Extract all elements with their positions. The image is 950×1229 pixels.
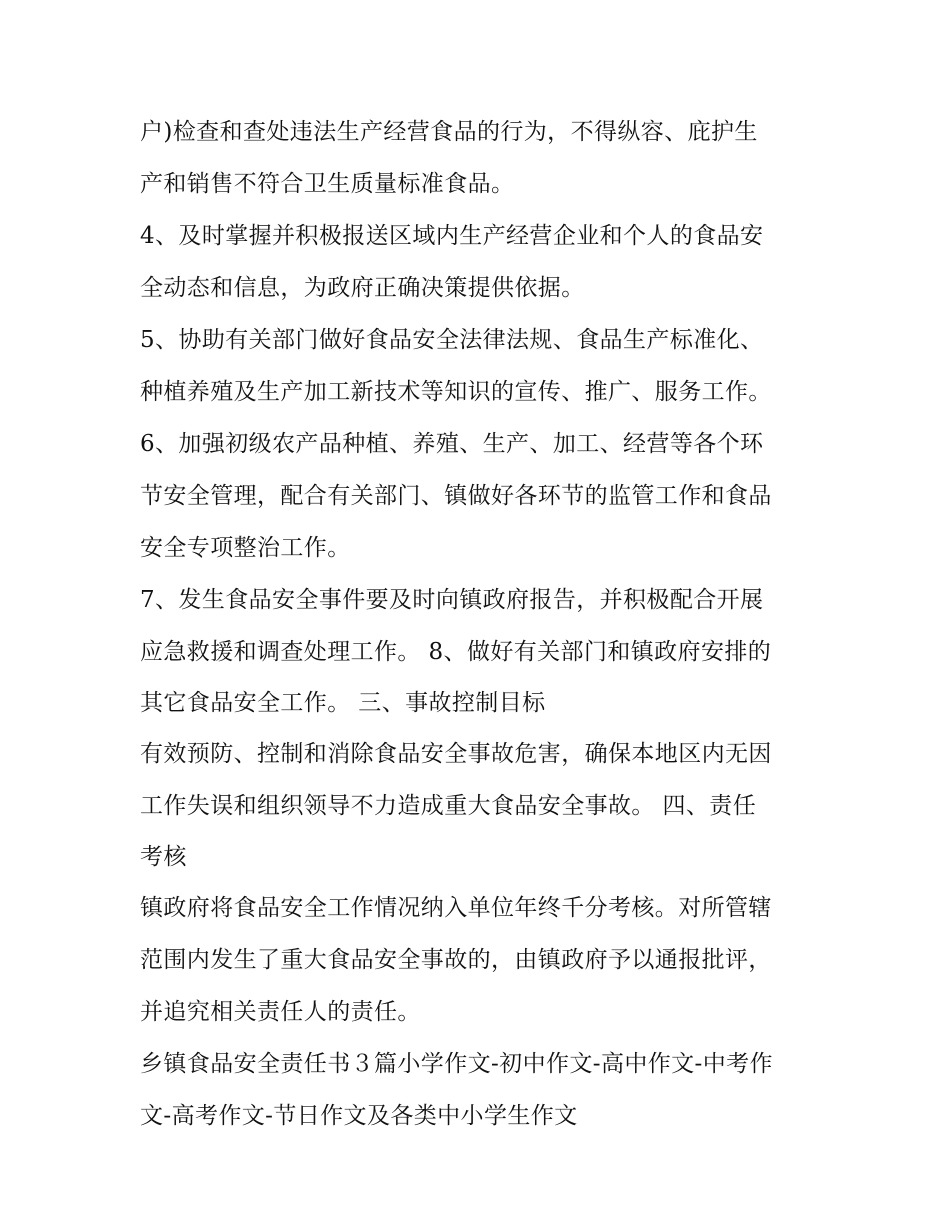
document-body bbox=[140, 106, 820, 1142]
text-line: 4、及时掌握并积极报送区域内生产经营企业和个人的食品安 bbox=[140, 223, 764, 249]
text-line: 应急救援和调查处理工作。 8、做好有关部门和镇政府安排的 bbox=[140, 639, 772, 665]
text-line: 6、加强初级农产品种植、养殖、生产、加工、经营等各个环 bbox=[140, 431, 764, 457]
text-line: 有效预防、控制和消除食品安全事故危害，确保本地区内无因 bbox=[140, 741, 772, 767]
text-line: 乡镇食品安全责任书３篇小学作文-初中作文-高中作文-中考作 bbox=[140, 1051, 773, 1077]
text-line: 考核 bbox=[140, 844, 187, 870]
text-line: 范围内发生了重大食品安全事故的，由镇政府予以通报批评， bbox=[140, 947, 772, 973]
text-line: 并追究相关责任人的责任。 bbox=[140, 999, 421, 1025]
text-line: 产和销售不符合卫生质量标准食品。 bbox=[140, 171, 515, 197]
text-line: 节安全管理，配合有关部门、镇做好各环节的监管工作和食品 bbox=[140, 483, 772, 509]
text-line: 户)检查和查处违法生产经营食品的行为，不得纵容、庇护生 bbox=[140, 119, 758, 145]
text-line: 5、协助有关部门做好食品安全法律法规、食品生产标准化、 bbox=[140, 327, 764, 353]
text-line: 镇政府将食品安全工作情况纳入单位年终千分考核。对所管辖 bbox=[140, 895, 772, 921]
text-line: 其它食品安全工作。 三、事故控制目标 bbox=[140, 690, 546, 716]
text-line: 7、发生食品安全事件要及时向镇政府报告，并积极配合开展 bbox=[140, 587, 764, 613]
text-line: 种植养殖及生产加工新技术等知识的宣传、推广、服务工作。 bbox=[140, 379, 772, 405]
text-line: 文-高考作文-节日作文及各类中小学生作文 bbox=[140, 1103, 578, 1129]
text-line: 安全专项整治工作。 bbox=[140, 535, 351, 561]
text-line: 全动态和信息，为政府正确决策提供依据。 bbox=[140, 275, 585, 301]
text-line: 工作失误和组织领导不力造成重大食品安全事故。 四、责任 bbox=[140, 793, 757, 819]
